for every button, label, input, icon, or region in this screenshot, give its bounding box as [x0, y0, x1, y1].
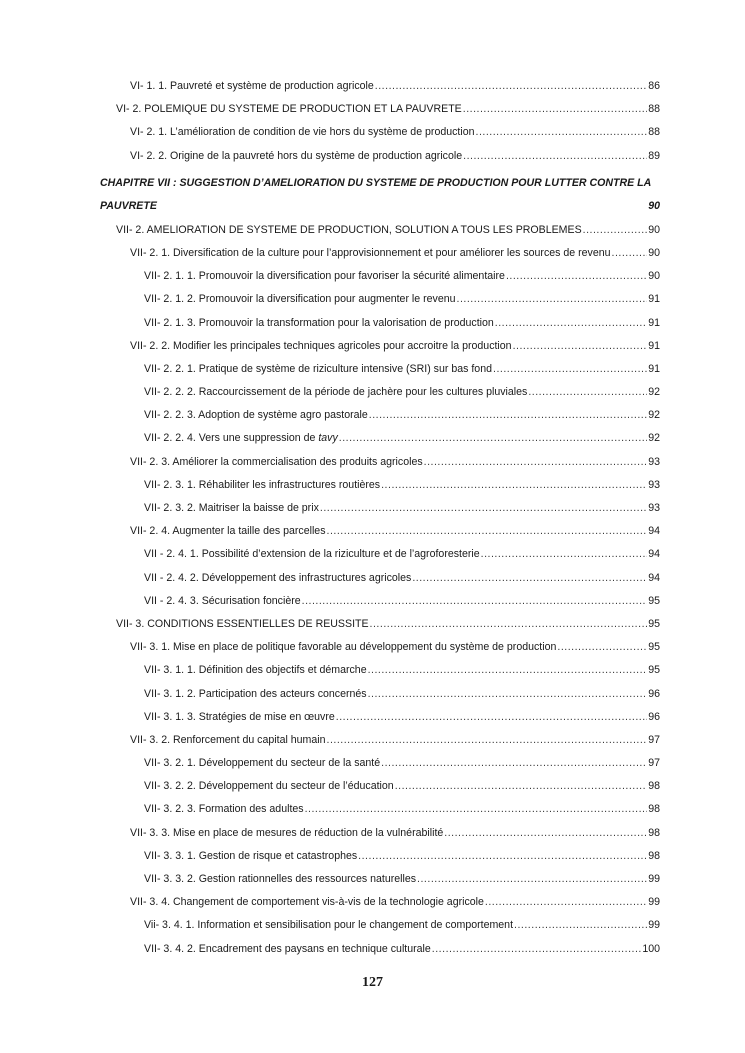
toc-entry	[100, 571, 660, 585]
toc-entry-page: 98	[648, 780, 660, 793]
toc-entry-page: 95	[648, 594, 660, 607]
toc-entry-page: 95	[648, 617, 660, 630]
toc-entry-page: 91	[648, 339, 660, 352]
toc-entry-page: 98	[648, 849, 660, 862]
toc-entry-page: 92	[648, 409, 660, 422]
toc-entry-page: 94	[648, 571, 660, 584]
dot-leader	[336, 710, 647, 724]
dot-leader	[395, 779, 648, 793]
toc-entry-page: 98	[648, 803, 660, 816]
dot-leader	[327, 524, 648, 538]
dot-leader	[485, 895, 647, 909]
toc-entry	[100, 617, 660, 631]
toc-entry	[100, 385, 660, 399]
dot-leader	[463, 102, 647, 116]
chapter-page-number: 90	[648, 199, 660, 212]
toc-entry-title: VII- 2. 1. Diversification de la culture pour l’approvisionnement et pour améliorer les sources de revenu	[130, 246, 611, 259]
toc-entry-page: 97	[648, 757, 660, 770]
toc-entry-title: VI- 2. 2. Origine de la pauvreté hors du système de production agricole	[130, 149, 463, 162]
toc-entry	[100, 594, 660, 608]
dot-leader	[557, 640, 647, 654]
toc-entry-title: VII- 2. 2. 4. Vers une suppression de tavy	[144, 432, 338, 445]
toc-section-vi	[100, 79, 660, 163]
dot-leader	[432, 942, 642, 956]
toc-entry-title: VI- 2. 1. L’amélioration de condition de vie hors du système de production	[130, 126, 475, 139]
toc-entry-page: 95	[648, 641, 660, 654]
toc-entry	[100, 802, 660, 816]
dot-leader	[302, 594, 648, 608]
dot-leader	[514, 918, 647, 932]
toc-entry-title: VII- 3. 1. 2. Participation des acteurs concernés	[144, 687, 367, 700]
toc-entry-title: VII- 3. 1. 1. Définition des objectifs et démarche	[144, 664, 367, 677]
toc-entry	[100, 942, 660, 956]
toc-entry-title: VII- 2. 2. 3. Adoption de système agro pastorale	[144, 409, 368, 422]
toc-entry	[100, 223, 660, 237]
dot-leader	[375, 79, 647, 93]
dot-leader	[381, 478, 647, 492]
toc-entry-page: 97	[648, 733, 660, 746]
dot-leader	[493, 362, 647, 376]
dot-leader	[368, 687, 648, 701]
toc-entry-title: VII- 2. 3. Améliorer la commercialisation des produits agricoles	[130, 455, 423, 468]
dot-leader	[481, 547, 648, 561]
toc-entry	[100, 408, 660, 422]
toc-entry-title: VII- 2. 1. 3. Promouvoir la transformation pour la valorisation de production	[144, 316, 494, 329]
toc-entry-title: VII- 2. 2. Modifier les principales techniques agricoles pour accroitre la production	[130, 339, 512, 352]
toc-entry-title: VII- 3. 2. Renforcement du capital humain	[130, 733, 326, 746]
dot-leader	[368, 663, 648, 677]
toc-entry-title: VII - 2. 4. 2. Développement des infrastructures agricoles	[144, 571, 412, 584]
dot-leader	[506, 269, 647, 283]
toc-entry-title: VII- 3. 1. 3. Stratégies de mise en œuvre	[144, 710, 335, 723]
toc-entry	[100, 102, 660, 116]
toc-entry-page: 91	[648, 293, 660, 306]
dot-leader	[513, 339, 648, 353]
toc-entry	[100, 501, 660, 515]
toc-entry-page: 99	[648, 896, 660, 909]
toc-entry	[100, 687, 660, 701]
chapter-title-line1: CHAPITRE VII : SUGGESTION D’AMELIORATION DU SYSTEME DE PRODUCTION POUR LUTTER CONTRE LA	[100, 176, 652, 189]
toc-entry-title: VI- 1. 1. Pauvreté et système de production agricole	[130, 80, 374, 92]
toc-entry	[100, 292, 660, 306]
toc-entry-title: VII- 2. AMELIORATION DE SYSTEME DE PRODUCTION, SOLUTION A TOUS LES PROBLEMES	[116, 223, 582, 236]
toc-entry-page: 88	[648, 126, 660, 139]
dot-leader	[381, 756, 647, 770]
toc-entry-page: 90	[648, 246, 660, 259]
dot-leader	[463, 149, 647, 163]
toc-section-vii	[100, 223, 660, 956]
dot-leader	[495, 316, 647, 330]
toc-entry-page: 90	[648, 270, 660, 283]
toc-entry	[100, 316, 660, 330]
toc-entry	[100, 872, 660, 886]
toc-entry-page: 94	[648, 525, 660, 538]
toc-entry	[100, 826, 660, 840]
toc-entry-page: 89	[648, 149, 660, 162]
toc-entry-title: VII- 3. 4. 2. Encadrement des paysans en technique culturale	[144, 942, 431, 955]
toc-entry-page: 92	[648, 386, 660, 399]
chapter-heading	[100, 172, 660, 218]
dot-leader	[444, 826, 647, 840]
toc-entry-title: VII- 3. 3. 2. Gestion rationnelles des ressources naturelles	[144, 873, 417, 885]
toc-entry-title: VII- 3. 1. Mise en place de politique favorable au développement du système de production	[130, 641, 557, 654]
toc-entry-title: VII- 2. 3. 1. Réhabiliter les infrastructures routières	[144, 478, 381, 491]
toc-entry	[100, 125, 660, 139]
dot-leader	[528, 385, 647, 399]
toc-entry	[100, 756, 660, 770]
toc-entry-page: 86	[648, 80, 660, 92]
toc-entry-title: Vii- 3. 4. 1. Information et sensibilisation pour le changement de comportement	[144, 919, 514, 932]
toc-entry-title: VII- 2. 1. 1. Promouvoir la diversification pour favoriser la sécurité alimentaire	[144, 270, 505, 283]
toc-entry	[100, 849, 660, 863]
toc-entry-title: VII- 2. 2. 1. Pratique de système de riziculture intensive (SRI) sur bas fond	[144, 362, 492, 375]
toc-entry	[100, 918, 660, 932]
toc-entry-page: 93	[648, 502, 660, 514]
toc-entry-title: VII - 2. 4. 1. Possibilité d’extension de la riziculture et de l’agroforesterie	[144, 548, 480, 561]
dot-leader	[305, 802, 648, 816]
dot-leader	[320, 501, 647, 515]
toc-entry-page: 88	[648, 103, 660, 116]
dot-leader	[370, 617, 648, 631]
toc-entry-page: 90	[648, 223, 660, 236]
toc-entry	[100, 733, 660, 747]
toc-entry-title: VII- 2. 2. 2. Raccourcissement de la période de jachère pour les cultures pluviales	[144, 386, 528, 399]
toc-entry	[100, 269, 660, 283]
chapter-title-line2: PAUVRETE	[100, 199, 157, 212]
toc-entry-title: VII- 3. 3. 1. Gestion de risque et catastrophes	[144, 849, 358, 862]
toc-entry-page: 96	[648, 687, 660, 700]
toc-entry	[100, 79, 660, 93]
toc-entry-title: VII- 3. 3. Mise en place de mesures de réduction de la vulnérabilité	[130, 826, 444, 839]
toc-entry-page: 93	[648, 478, 660, 491]
dot-leader	[358, 849, 647, 863]
toc-entry	[100, 149, 660, 163]
dot-leader	[369, 408, 647, 422]
toc-entry-title: VII- 3. 2. 2. Développement du secteur de l’éducation	[144, 780, 394, 793]
toc-entry-page: 93	[648, 455, 660, 468]
toc-entry	[100, 710, 660, 724]
toc-entry	[100, 779, 660, 793]
toc-entry-title: VII- 2. 1. 2. Promouvoir la diversification pour augmenter le revenu	[144, 293, 456, 306]
dot-leader	[583, 223, 648, 237]
page-number-footer: 127	[362, 975, 383, 990]
toc-entry-title: VII - 2. 4. 3. Sécurisation foncière	[144, 594, 301, 607]
dot-leader	[457, 292, 648, 306]
toc-entry	[100, 524, 660, 538]
toc-entry-page: 100	[642, 942, 660, 955]
dot-leader	[424, 455, 648, 469]
toc-entry-title: VII- 3. 2. 3. Formation des adultes	[144, 803, 304, 816]
toc-entry-title: VII- 3. 2. 1. Développement du secteur de la santé	[144, 757, 381, 770]
dot-leader	[417, 872, 647, 886]
toc-entry-title: VII- 3. CONDITIONS ESSENTIELLES DE REUSSITE	[116, 617, 369, 630]
toc-entry	[100, 895, 660, 909]
dot-leader	[476, 125, 648, 139]
toc-entry	[100, 339, 660, 353]
toc-entry-page: 99	[648, 919, 660, 932]
toc-entry	[100, 455, 660, 469]
toc-entry	[100, 640, 660, 654]
toc-entry-page: 91	[648, 316, 660, 329]
toc-entry	[100, 362, 660, 376]
toc-entry-page: 94	[648, 548, 660, 561]
toc-entry-page: 92	[648, 432, 660, 445]
toc-entry-page: 99	[648, 873, 660, 885]
toc-entry	[100, 547, 660, 561]
toc-entry-title: VI- 2. POLEMIQUE DU SYSTEME DE PRODUCTION ET LA PAUVRETE	[116, 103, 462, 116]
table-of-contents	[100, 79, 660, 965]
toc-entry	[100, 478, 660, 492]
toc-entry-title: VII- 2. 4. Augmenter la taille des parcelles	[130, 525, 326, 538]
dot-leader	[327, 733, 648, 747]
toc-entry-title: VII- 3. 4. Changement de comportement vis-à-vis de la technologie agricole	[130, 896, 484, 909]
toc-entry	[100, 663, 660, 677]
toc-entry	[100, 246, 660, 260]
toc-entry-page: 96	[648, 710, 660, 723]
dot-leader	[412, 571, 647, 585]
dot-leader	[339, 431, 647, 445]
toc-entry	[100, 431, 660, 445]
toc-entry-page: 91	[648, 362, 660, 375]
toc-entry-page: 95	[648, 664, 660, 677]
toc-entry-title: VII- 2. 3. 2. Maitriser la baisse de prix	[144, 502, 319, 514]
dot-leader	[612, 246, 648, 260]
toc-entry-page: 98	[648, 826, 660, 839]
